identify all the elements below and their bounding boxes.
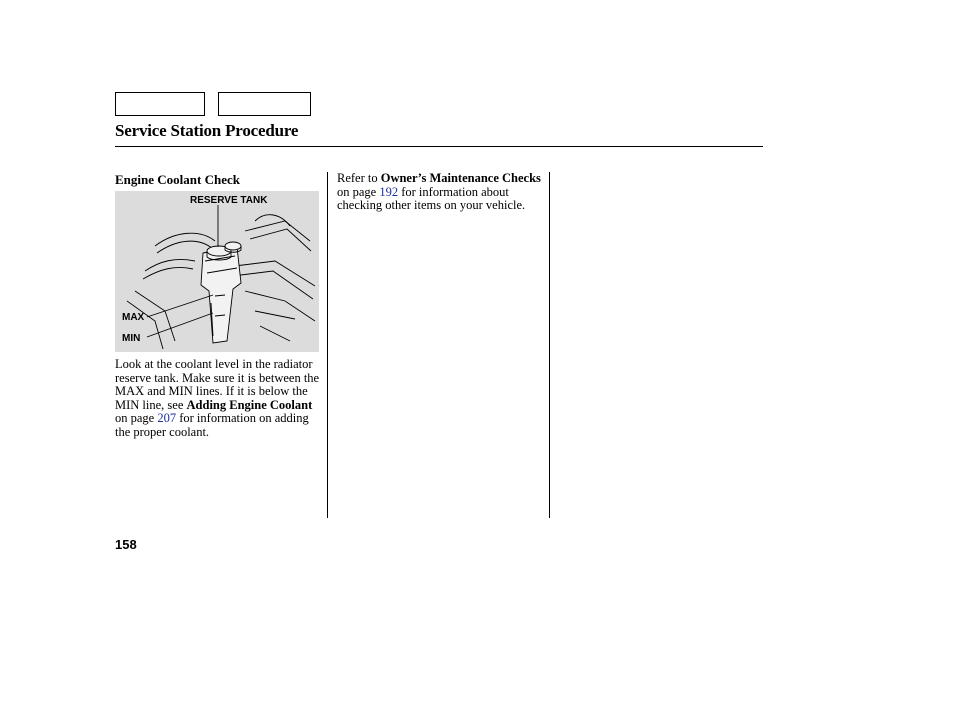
title-divider <box>115 146 763 147</box>
maintenance-checks-paragraph <box>337 172 541 213</box>
page-title: Service Station Procedure <box>115 121 299 140</box>
section-heading: Engine Coolant Check <box>115 172 240 187</box>
page-link-192[interactable]: 192 <box>379 184 399 199</box>
max-label: MAX <box>122 312 145 323</box>
column-divider-1 <box>327 172 328 518</box>
min-label: MIN <box>122 333 141 344</box>
nav-button-2[interactable] <box>218 92 311 116</box>
paragraph-text: on page <box>337 184 380 199</box>
nav-button-1[interactable] <box>115 92 205 116</box>
owners-maintenance-checks-reference: Owner’s Maintenance Checks <box>380 171 541 185</box>
paragraph-text: for information about checking other items on your vehicle. <box>337 184 526 212</box>
reserve-tank-label: RESERVE TANK <box>190 195 268 206</box>
paragraph-text: Look at the coolant level in the radiator reserve tank. Make sure it is between the MAX and MIN lines. If it is below the MIN line, see <box>115 357 320 412</box>
paragraph-text: on page <box>115 411 158 425</box>
page-link-207[interactable]: 207 <box>157 411 177 425</box>
column-divider-2 <box>549 172 550 518</box>
page-number: 158 <box>115 537 137 552</box>
coolant-reserve-tank-illustration <box>115 191 319 352</box>
coolant-check-paragraph <box>115 358 321 439</box>
engine-bay-drawing <box>115 191 319 352</box>
paragraph-text: Refer to <box>337 171 381 185</box>
paragraph-text: for information on adding the proper coolant. <box>115 411 309 439</box>
adding-engine-coolant-reference: Adding Engine Coolant <box>186 397 313 412</box>
